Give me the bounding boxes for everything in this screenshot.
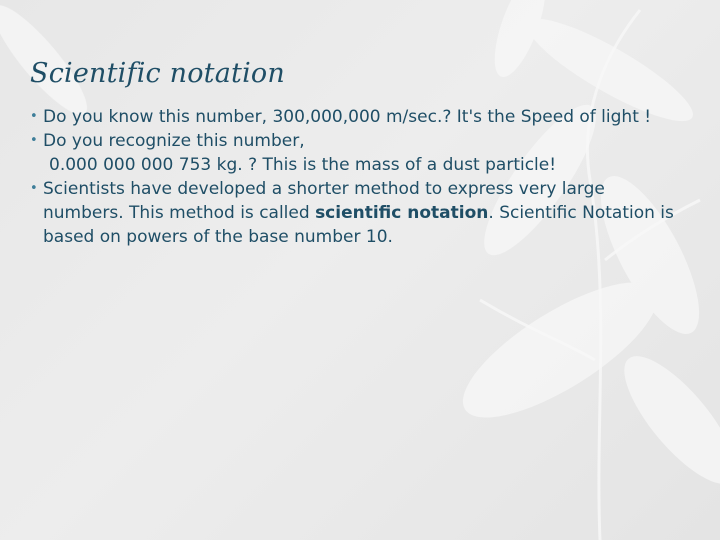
bullet-dust-particle — [30, 129, 690, 177]
bullet-scientific-notation — [30, 177, 690, 249]
bullet-text: Scientists have developed a shorter method to express very large numbers. This method is called — [43, 179, 605, 223]
bullet-text: Do you recognize this number, — [43, 131, 305, 151]
bullet-list — [30, 105, 690, 249]
bullet-dot-icon: • — [30, 133, 38, 148]
bullet-text-continuation: 0.000 000 000 753 kg. ? This is the mass of a dust particle! — [49, 155, 557, 175]
bold-term: scientific notation — [315, 203, 489, 223]
bullet-text-end: . Scientific Notation is based on powers of the base number 10. — [43, 203, 674, 247]
slide-title: Scientific notation — [30, 58, 285, 89]
bullet-dot-icon: • — [30, 109, 38, 124]
bullet-text: Do you know this number, 300,000,000 m/sec.? It's the Speed of light ! — [43, 107, 652, 127]
bullet-dot-icon: • — [30, 181, 38, 196]
bullet-speed-of-light — [30, 105, 690, 129]
